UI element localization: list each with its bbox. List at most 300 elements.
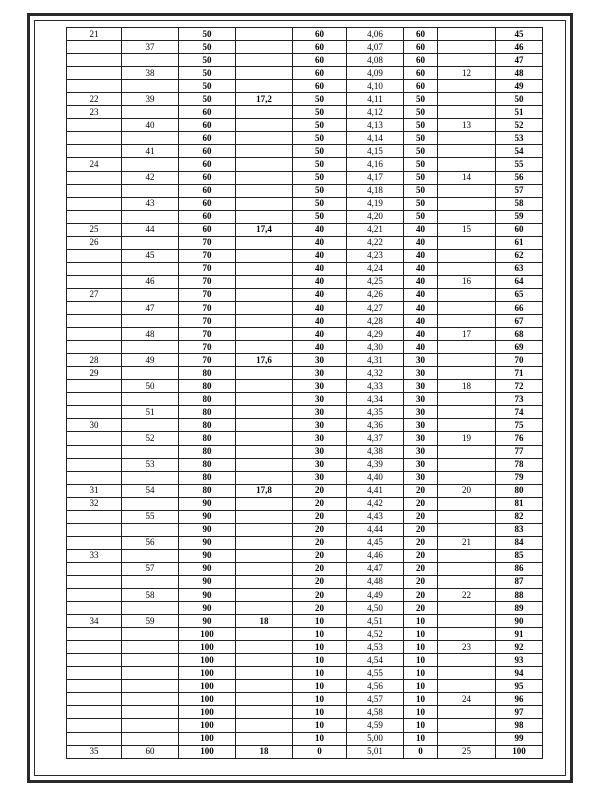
table-cell-col-b — [122, 497, 179, 510]
table-row — [67, 41, 543, 54]
table-cell-col-c: 100 — [179, 667, 236, 680]
table-cell-col-f: 4,46 — [347, 549, 404, 562]
table-cell-col-i: 69 — [496, 341, 543, 354]
table-cell-col-a — [67, 171, 122, 184]
table-cell-col-f: 4,19 — [347, 197, 404, 210]
table-cell-col-i: 56 — [496, 171, 543, 184]
table-cell-col-e: 20 — [293, 549, 347, 562]
table-cell-col-f: 4,10 — [347, 80, 404, 93]
table-cell-col-g: 60 — [404, 67, 438, 80]
table-row — [67, 145, 543, 158]
table-row — [67, 315, 543, 328]
table-row — [67, 171, 543, 184]
table-cell-col-b — [122, 367, 179, 380]
table-cell-col-i: 96 — [496, 693, 543, 706]
table-cell-col-a — [67, 406, 122, 419]
table-cell-col-e: 50 — [293, 145, 347, 158]
table-cell-col-a — [67, 145, 122, 158]
table-cell-col-h — [438, 145, 496, 158]
table-cell-col-i: 58 — [496, 197, 543, 210]
table-cell-col-i: 49 — [496, 80, 543, 93]
table-cell-col-c: 70 — [179, 354, 236, 367]
table-cell-col-e: 20 — [293, 589, 347, 602]
table-row — [67, 667, 543, 680]
table-cell-col-a — [67, 249, 122, 262]
table-cell-col-g: 30 — [404, 406, 438, 419]
table-cell-col-b — [122, 628, 179, 641]
table-cell-col-c: 60 — [179, 158, 236, 171]
table-cell-col-d — [236, 145, 293, 158]
table-cell-col-d — [236, 80, 293, 93]
table-cell-col-a — [67, 706, 122, 719]
table-cell-col-d — [236, 341, 293, 354]
table-cell-col-c: 50 — [179, 80, 236, 93]
table-cell-col-h — [438, 549, 496, 562]
table-cell-col-f: 4,35 — [347, 406, 404, 419]
table-cell-col-e: 50 — [293, 197, 347, 210]
table-cell-col-i: 92 — [496, 641, 543, 654]
table-cell-col-c: 80 — [179, 367, 236, 380]
table-cell-col-i: 45 — [496, 28, 543, 41]
table-cell-col-f: 4,13 — [347, 119, 404, 132]
table-cell-col-g: 10 — [404, 628, 438, 641]
table-cell-col-i: 85 — [496, 549, 543, 562]
table-cell-col-e: 40 — [293, 262, 347, 275]
table-cell-col-e: 10 — [293, 680, 347, 693]
table-cell-col-a: 31 — [67, 484, 122, 497]
table-cell-col-h — [438, 419, 496, 432]
table-cell-col-a — [67, 262, 122, 275]
table-cell-col-b: 49 — [122, 354, 179, 367]
table-cell-col-c: 60 — [179, 197, 236, 210]
table-cell-col-c: 80 — [179, 484, 236, 497]
table-cell-col-g: 20 — [404, 510, 438, 523]
table-cell-col-h — [438, 197, 496, 210]
table-row — [67, 432, 543, 445]
table-cell-col-d — [236, 132, 293, 145]
table-cell-col-h: 20 — [438, 484, 496, 497]
table-cell-col-d: 17,6 — [236, 354, 293, 367]
table-cell-col-c: 80 — [179, 471, 236, 484]
table-cell-col-g: 60 — [404, 41, 438, 54]
table-cell-col-d — [236, 628, 293, 641]
table-row — [67, 445, 543, 458]
table-cell-col-d — [236, 367, 293, 380]
table-cell-col-i: 91 — [496, 628, 543, 641]
table-cell-col-d — [236, 315, 293, 328]
table-cell-col-h — [438, 458, 496, 471]
table-cell-col-f: 4,55 — [347, 667, 404, 680]
table-cell-col-h: 15 — [438, 223, 496, 236]
table-cell-col-c: 80 — [179, 380, 236, 393]
table-cell-col-a — [67, 680, 122, 693]
table-cell-col-d — [236, 197, 293, 210]
table-cell-col-c: 70 — [179, 341, 236, 354]
table-cell-col-b: 59 — [122, 615, 179, 628]
table-cell-col-b — [122, 523, 179, 536]
table-cell-col-h: 24 — [438, 693, 496, 706]
table-cell-col-b — [122, 393, 179, 406]
table-cell-col-d — [236, 328, 293, 341]
table-cell-col-g: 10 — [404, 732, 438, 745]
table-cell-col-f: 4,47 — [347, 562, 404, 575]
table-cell-col-i: 50 — [496, 93, 543, 106]
table-cell-col-g: 20 — [404, 602, 438, 615]
table-cell-col-g: 30 — [404, 380, 438, 393]
table-cell-col-i: 90 — [496, 615, 543, 628]
table-cell-col-a — [67, 54, 122, 67]
table-cell-col-h — [438, 236, 496, 249]
table-cell-col-g: 40 — [404, 262, 438, 275]
table-row — [67, 28, 543, 41]
table-cell-col-d — [236, 549, 293, 562]
table-cell-col-c: 90 — [179, 562, 236, 575]
table-cell-col-a: 34 — [67, 615, 122, 628]
table-cell-col-e: 30 — [293, 419, 347, 432]
table-cell-col-e: 40 — [293, 341, 347, 354]
table-cell-col-a — [67, 445, 122, 458]
table-cell-col-f: 4,50 — [347, 602, 404, 615]
table-cell-col-i: 99 — [496, 732, 543, 745]
table-cell-col-c: 90 — [179, 615, 236, 628]
table-cell-col-g: 40 — [404, 223, 438, 236]
table-cell-col-e: 30 — [293, 445, 347, 458]
table-cell-col-i: 98 — [496, 719, 543, 732]
table-cell-col-f: 4,24 — [347, 262, 404, 275]
table-cell-col-f: 4,27 — [347, 301, 404, 314]
table-cell-col-e: 40 — [293, 328, 347, 341]
table-cell-col-a — [67, 536, 122, 549]
table-cell-col-a — [67, 184, 122, 197]
table-cell-col-i: 74 — [496, 406, 543, 419]
table-cell-col-a — [67, 67, 122, 80]
table-cell-col-g: 20 — [404, 536, 438, 549]
table-cell-col-i: 51 — [496, 106, 543, 119]
table-cell-col-c: 60 — [179, 132, 236, 145]
table-cell-col-f: 4,59 — [347, 719, 404, 732]
table-cell-col-g: 50 — [404, 145, 438, 158]
table-cell-col-a — [67, 523, 122, 536]
table-cell-col-d — [236, 667, 293, 680]
table-row — [67, 406, 543, 419]
table-cell-col-c: 100 — [179, 654, 236, 667]
table-cell-col-b — [122, 575, 179, 588]
table-cell-col-g: 50 — [404, 171, 438, 184]
table-cell-col-d — [236, 562, 293, 575]
table-cell-col-b: 38 — [122, 67, 179, 80]
table-cell-col-f: 4,52 — [347, 628, 404, 641]
table-cell-col-i: 72 — [496, 380, 543, 393]
table-cell-col-g: 40 — [404, 288, 438, 301]
table-row — [67, 745, 543, 758]
table-cell-col-e: 10 — [293, 654, 347, 667]
table-cell-col-a: 25 — [67, 223, 122, 236]
table-cell-col-h — [438, 132, 496, 145]
table-row — [67, 393, 543, 406]
table-cell-col-e: 30 — [293, 367, 347, 380]
table-row — [67, 484, 543, 497]
table-cell-col-e: 20 — [293, 575, 347, 588]
table-cell-col-e: 50 — [293, 106, 347, 119]
table-cell-col-h — [438, 667, 496, 680]
table-cell-col-f: 4,48 — [347, 575, 404, 588]
table-cell-col-a — [67, 132, 122, 145]
table-cell-col-e: 50 — [293, 93, 347, 106]
table-cell-col-b: 39 — [122, 93, 179, 106]
table-cell-col-i: 95 — [496, 680, 543, 693]
table-cell-col-i: 84 — [496, 536, 543, 549]
table-cell-col-b: 54 — [122, 484, 179, 497]
table-cell-col-g: 20 — [404, 562, 438, 575]
table-cell-col-g: 30 — [404, 432, 438, 445]
table-cell-col-i: 62 — [496, 249, 543, 262]
table-cell-col-a: 29 — [67, 367, 122, 380]
table-cell-col-d — [236, 536, 293, 549]
table-cell-col-h — [438, 706, 496, 719]
table-cell-col-d — [236, 602, 293, 615]
table-cell-col-a — [67, 328, 122, 341]
table-cell-col-d: 17,4 — [236, 223, 293, 236]
table-cell-col-g: 30 — [404, 354, 438, 367]
table-cell-col-b — [122, 210, 179, 223]
table-cell-col-e: 50 — [293, 171, 347, 184]
table-cell-col-a — [67, 341, 122, 354]
table-cell-col-f: 4,17 — [347, 171, 404, 184]
table-cell-col-c: 80 — [179, 419, 236, 432]
table-cell-col-h — [438, 80, 496, 93]
table-cell-col-d — [236, 288, 293, 301]
table-cell-col-i: 55 — [496, 158, 543, 171]
table-cell-col-f: 4,29 — [347, 328, 404, 341]
table-cell-col-e: 0 — [293, 745, 347, 758]
table-cell-col-c: 60 — [179, 223, 236, 236]
table-cell-col-f: 4,40 — [347, 471, 404, 484]
table-cell-col-f: 4,12 — [347, 106, 404, 119]
table-cell-col-i: 79 — [496, 471, 543, 484]
table-cell-col-h — [438, 249, 496, 262]
table-cell-col-f: 4,15 — [347, 145, 404, 158]
table-cell-col-h — [438, 106, 496, 119]
table-cell-col-h — [438, 523, 496, 536]
table-cell-col-e: 40 — [293, 288, 347, 301]
table-cell-col-a: 22 — [67, 93, 122, 106]
table-cell-col-h — [438, 575, 496, 588]
table-cell-col-g: 50 — [404, 132, 438, 145]
table-cell-col-g: 60 — [404, 80, 438, 93]
table-cell-col-i: 94 — [496, 667, 543, 680]
table-cell-col-e: 10 — [293, 667, 347, 680]
table-cell-col-h: 14 — [438, 171, 496, 184]
table-cell-col-f: 4,30 — [347, 341, 404, 354]
table-cell-col-f: 4,31 — [347, 354, 404, 367]
table-cell-col-d — [236, 67, 293, 80]
table-cell-col-e: 40 — [293, 301, 347, 314]
table-cell-col-i: 80 — [496, 484, 543, 497]
table-row — [67, 706, 543, 719]
table-cell-col-c: 70 — [179, 315, 236, 328]
table-cell-col-b — [122, 732, 179, 745]
table-cell-col-e: 20 — [293, 523, 347, 536]
table-cell-col-e: 50 — [293, 184, 347, 197]
table-cell-col-c: 100 — [179, 693, 236, 706]
table-cell-col-h — [438, 288, 496, 301]
table-cell-col-b — [122, 719, 179, 732]
table-cell-col-c: 50 — [179, 93, 236, 106]
table-cell-col-a — [67, 458, 122, 471]
table-cell-col-f: 4,32 — [347, 367, 404, 380]
table-cell-col-e: 30 — [293, 458, 347, 471]
table-row — [67, 628, 543, 641]
table-cell-col-a — [67, 589, 122, 602]
table-cell-col-b: 52 — [122, 432, 179, 445]
table-cell-col-g: 20 — [404, 484, 438, 497]
table-cell-col-f: 4,26 — [347, 288, 404, 301]
table-cell-col-f: 4,41 — [347, 484, 404, 497]
table-cell-col-c: 60 — [179, 145, 236, 158]
table-cell-col-g: 30 — [404, 445, 438, 458]
table-cell-col-d — [236, 28, 293, 41]
table-cell-col-g: 40 — [404, 341, 438, 354]
table-cell-col-d — [236, 171, 293, 184]
table-cell-col-a: 33 — [67, 549, 122, 562]
table-cell-col-a — [67, 471, 122, 484]
table-cell-col-e: 30 — [293, 393, 347, 406]
table-cell-col-i: 46 — [496, 41, 543, 54]
table-cell-col-f: 4,42 — [347, 497, 404, 510]
table-cell-col-b — [122, 471, 179, 484]
table-cell-col-g: 30 — [404, 419, 438, 432]
table-row — [67, 80, 543, 93]
table-cell-col-f: 4,20 — [347, 210, 404, 223]
table-cell-col-c: 70 — [179, 275, 236, 288]
table-row — [67, 119, 543, 132]
table-cell-col-d — [236, 301, 293, 314]
table-cell-col-f: 4,44 — [347, 523, 404, 536]
table-cell-col-e: 40 — [293, 236, 347, 249]
table-cell-col-d — [236, 119, 293, 132]
table-cell-col-d — [236, 719, 293, 732]
table-cell-col-b — [122, 28, 179, 41]
table-cell-col-d — [236, 575, 293, 588]
table-row — [67, 184, 543, 197]
table-cell-col-a: 23 — [67, 106, 122, 119]
table-cell-col-h — [438, 184, 496, 197]
table-cell-col-h — [438, 54, 496, 67]
table-cell-col-e: 10 — [293, 628, 347, 641]
table-cell-col-d — [236, 458, 293, 471]
table-cell-col-e: 10 — [293, 732, 347, 745]
table-cell-col-a: 24 — [67, 158, 122, 171]
table-cell-col-c: 60 — [179, 184, 236, 197]
table-cell-col-e: 60 — [293, 28, 347, 41]
table-cell-col-f: 5,01 — [347, 745, 404, 758]
table-cell-col-h — [438, 158, 496, 171]
table-cell-col-i: 83 — [496, 523, 543, 536]
table-cell-col-e: 20 — [293, 510, 347, 523]
table-row — [67, 210, 543, 223]
table-cell-col-d: 17,8 — [236, 484, 293, 497]
table-cell-col-h: 12 — [438, 67, 496, 80]
table-cell-col-a — [67, 275, 122, 288]
table-cell-col-b — [122, 706, 179, 719]
table-cell-col-a — [67, 575, 122, 588]
table-cell-col-b: 42 — [122, 171, 179, 184]
table-cell-col-a — [67, 380, 122, 393]
table-cell-col-c: 80 — [179, 458, 236, 471]
table-cell-col-g: 40 — [404, 275, 438, 288]
table-cell-col-d — [236, 641, 293, 654]
table-cell-col-f: 4,36 — [347, 419, 404, 432]
table-row — [67, 458, 543, 471]
table-cell-col-i: 52 — [496, 119, 543, 132]
table-cell-col-c: 90 — [179, 549, 236, 562]
table-cell-col-a — [67, 119, 122, 132]
table-cell-col-e: 50 — [293, 119, 347, 132]
table-cell-col-f: 4,08 — [347, 54, 404, 67]
table-cell-col-g: 40 — [404, 315, 438, 328]
table-cell-col-g: 40 — [404, 301, 438, 314]
table-cell-col-h — [438, 354, 496, 367]
table-cell-col-b: 55 — [122, 510, 179, 523]
table-cell-col-h — [438, 510, 496, 523]
table-row — [67, 249, 543, 262]
table-cell-col-f: 4,54 — [347, 654, 404, 667]
table-row — [67, 693, 543, 706]
table-cell-col-f: 4,11 — [347, 93, 404, 106]
table-cell-col-c: 50 — [179, 41, 236, 54]
table-cell-col-i: 73 — [496, 393, 543, 406]
table-cell-col-b — [122, 80, 179, 93]
table-cell-col-b: 50 — [122, 380, 179, 393]
table-cell-col-e: 10 — [293, 615, 347, 628]
table-cell-col-d — [236, 654, 293, 667]
table-cell-col-h: 17 — [438, 328, 496, 341]
table-row — [67, 549, 543, 562]
table-cell-col-e: 40 — [293, 223, 347, 236]
table-cell-col-g: 20 — [404, 575, 438, 588]
table-cell-col-i: 48 — [496, 67, 543, 80]
table-row — [67, 615, 543, 628]
table-cell-col-b — [122, 667, 179, 680]
table-cell-col-c: 80 — [179, 445, 236, 458]
table-cell-col-i: 93 — [496, 654, 543, 667]
table-cell-col-b — [122, 549, 179, 562]
table-cell-col-d — [236, 523, 293, 536]
table-cell-col-g: 50 — [404, 119, 438, 132]
table-cell-col-e: 40 — [293, 249, 347, 262]
data-table — [66, 27, 543, 759]
table-cell-col-b — [122, 693, 179, 706]
table-cell-col-h — [438, 615, 496, 628]
table-cell-col-d — [236, 393, 293, 406]
table-cell-col-b — [122, 341, 179, 354]
table-cell-col-g: 30 — [404, 367, 438, 380]
table-cell-col-b: 37 — [122, 41, 179, 54]
table-cell-col-h — [438, 393, 496, 406]
table-cell-col-f: 4,37 — [347, 432, 404, 445]
table-cell-col-i: 54 — [496, 145, 543, 158]
table-row — [67, 354, 543, 367]
table-cell-col-e: 30 — [293, 354, 347, 367]
table-cell-col-h — [438, 41, 496, 54]
table-cell-col-e: 20 — [293, 602, 347, 615]
table-cell-col-c: 70 — [179, 328, 236, 341]
table-cell-col-e: 50 — [293, 210, 347, 223]
table-cell-col-f: 4,49 — [347, 589, 404, 602]
table-cell-col-b — [122, 602, 179, 615]
table-cell-col-b: 60 — [122, 745, 179, 758]
table-cell-col-d — [236, 158, 293, 171]
